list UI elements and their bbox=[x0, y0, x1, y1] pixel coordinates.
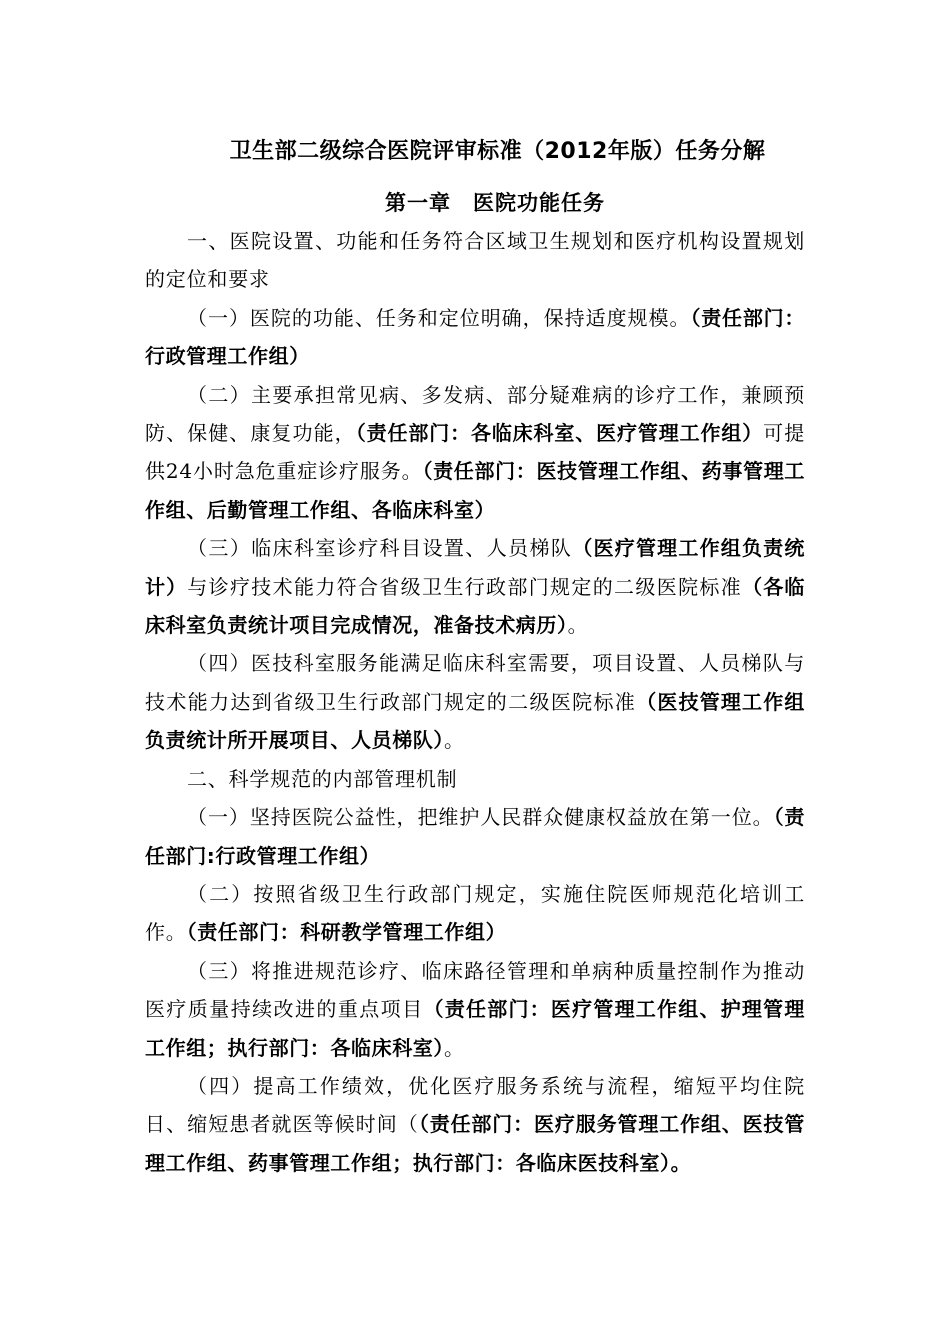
paragraph-text: （一）医院的功能、任务和定位明确，保持适度规模。 bbox=[187, 305, 691, 330]
paragraph bbox=[145, 952, 805, 1067]
paragraph-text: 二、科学规范的内部管理机制 bbox=[187, 766, 458, 791]
paragraph-text: （三）临床科室诊疗科目设置、人员梯队 bbox=[187, 536, 573, 561]
paragraph-text: （二）主要承担常见病、多发病、部分疑难病的诊疗工作，兼顾预防、保健、康复功能， bbox=[145, 382, 805, 446]
paragraph-text: 。 bbox=[444, 1035, 465, 1060]
paragraph bbox=[145, 299, 805, 376]
paragraph-text: 与诊疗技术能力符合省级卫生行政部门规定的二级医院标准 bbox=[187, 574, 743, 599]
paragraph bbox=[145, 760, 805, 798]
responsibility-note: （医疗管理工作组负责统计） bbox=[145, 536, 805, 599]
paragraph-text: 可提供24小时急危重症诊疗服务。 bbox=[145, 421, 806, 484]
paragraph-text: 。 bbox=[567, 613, 589, 638]
chapter-heading: 第一章 医院功能任务 bbox=[385, 191, 605, 215]
responsibility-note: （责任部门：医疗服务管理工作组、医技管理工作组、药事管理工作组；执行部门：各临床医技科室）。 bbox=[145, 1112, 805, 1175]
paragraph bbox=[145, 798, 805, 875]
responsibility-note: （责任部门：医技管理工作组、药事管理工作组、后勤管理工作组、各临床科室） bbox=[145, 459, 805, 522]
paragraph-text: 。 bbox=[444, 728, 465, 753]
responsibility-note: （责任部门：各临床科室、医疗管理工作组） bbox=[355, 421, 764, 446]
paragraph-text: （三）将推进规范诊疗、临床路径管理和单病种质量控制作为推动医疗质量持续改进的重点项目 bbox=[145, 958, 805, 1022]
document-body bbox=[145, 222, 805, 1182]
responsibility-note: （责任部门:行政管理工作组） bbox=[145, 805, 805, 868]
responsibility-note: （责任部门：行政管理工作组） bbox=[145, 305, 805, 369]
responsibility-note: （各临床科室负责统计项目完成情况，准备技术病历） bbox=[145, 574, 805, 638]
paragraph-text: （二）按照省级卫生行政部门规定，实施住院医师规范化培训工作。 bbox=[145, 881, 805, 945]
paragraph-text: （一）坚持医院公益性，把维护人民群众健康权益放在第一位。 bbox=[187, 805, 774, 830]
paragraph-text: （四）医技科室服务能满足临床科室需要，项目设置、人员梯队与技术能力达到省级卫生行政部门规定的二级医院标准 bbox=[145, 651, 805, 714]
paragraph bbox=[145, 875, 805, 952]
document-title: 卫生部二级综合医院评审标准（2012年版）任务分解 bbox=[229, 139, 766, 164]
responsibility-note: （责任部门：医疗管理工作组、护理管理工作组；执行部门：各临床科室） bbox=[145, 997, 805, 1060]
responsibility-note: （责任部门：科研教学管理工作组） bbox=[186, 920, 507, 945]
paragraph-text: （四）提高工作绩效，优化医疗服务系统与流程，缩短平均住院日、缩短患者就医等候时间（ bbox=[145, 1073, 805, 1137]
paragraph bbox=[145, 1067, 805, 1182]
paragraph bbox=[145, 222, 805, 299]
responsibility-note: （医技管理工作组负责统计所开展项目、人员梯队） bbox=[145, 689, 805, 753]
paragraph-text: 一、医院设置、功能和任务符合区域卫生规划和医疗机构设置规划的定位和要求 bbox=[145, 229, 805, 292]
paragraph bbox=[145, 376, 805, 530]
paragraph bbox=[145, 529, 805, 644]
paragraph bbox=[145, 644, 805, 759]
